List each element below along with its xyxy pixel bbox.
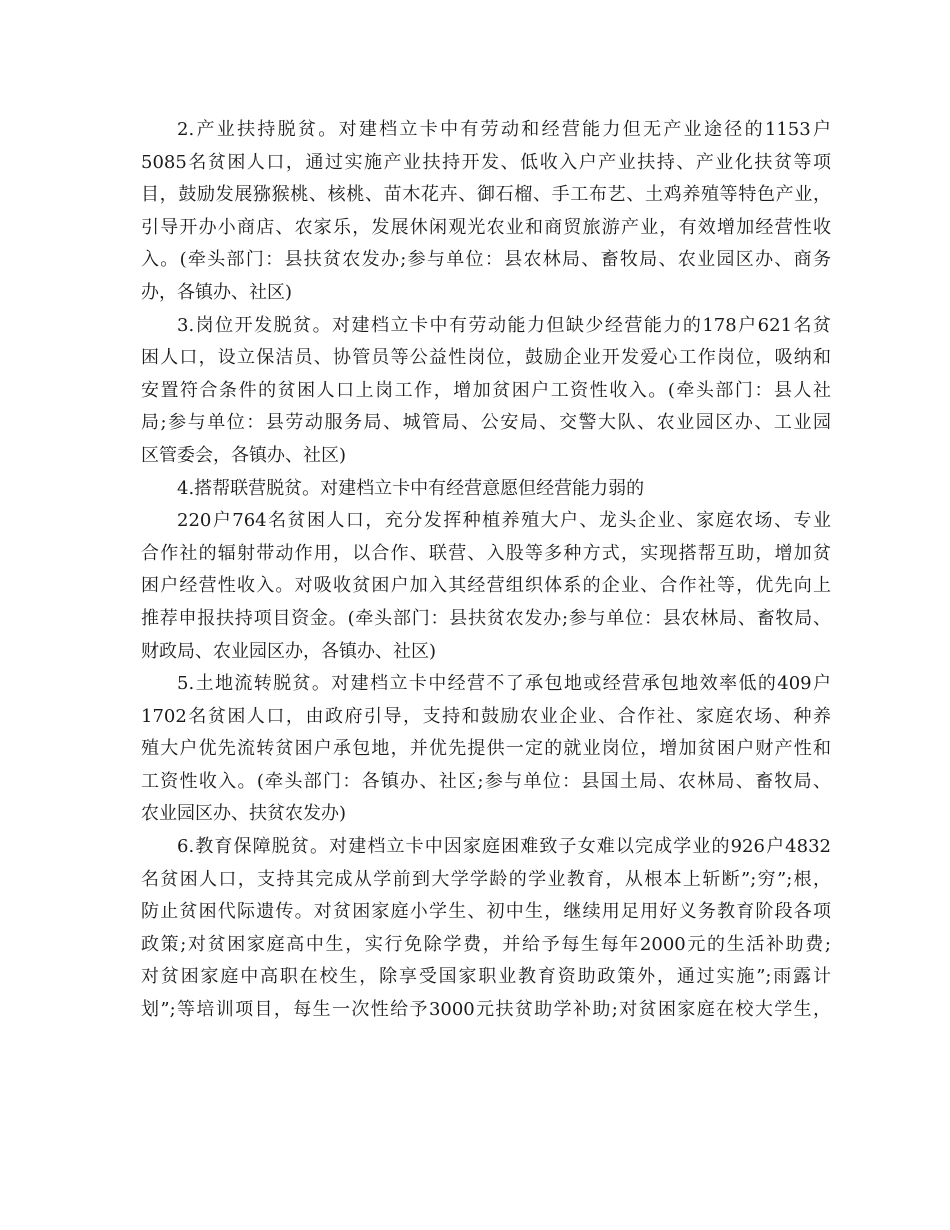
text-line: 对贫困家庭中高职在校生，除享受国家职业教育资助政策外，通过实施”;雨露计 <box>141 966 831 988</box>
text-line: 5085名贫困人口，通过实施产业扶持开发、低收入户产业扶持、产业化扶贫等项 <box>141 151 831 173</box>
text-line: 困人口，设立保洁员、协管员等公益性岗位，鼓励企业开发爱心工作岗位，吸纳和 <box>141 347 831 369</box>
text-line: 农业园区办、扶贫农发办) <box>141 803 347 825</box>
text-line: 4.搭帮联营脱贫。对建档立卡中有经营意愿但经营能力弱的 <box>177 477 645 499</box>
text-line: 局;参与单位：县劳动服务局、城管局、公安局、交警大队、农业园区办、工业园 <box>141 412 831 434</box>
text-line: 划”;等培训项目，每生一次性给予3000元扶贫助学补助;对贫困家庭在校大学生， <box>141 999 831 1021</box>
text-line: 安置符合条件的贫困人口上岗工作，增加贫困户工资性收入。(牵头部门：县人社 <box>141 379 831 401</box>
text-line: 办，各镇办、社区) <box>141 281 293 303</box>
text-line: 目，鼓励发展猕猴桃、核桃、苗木花卉、御石榴、手工布艺、土鸡养殖等特色产业， <box>141 184 831 206</box>
text-line: 6.教育保障脱贫。对建档立卡中因家庭困难致子女难以完成学业的926户4832 <box>177 836 831 858</box>
text-line: 1702名贫困人口，由政府引导，支持和鼓励农业企业、合作社、家庭农场、种养 <box>141 705 831 727</box>
text-line: 引导开办小商店、农家乐，发展休闲观光农业和商贸旅游产业，有效增加经营性收 <box>141 216 831 238</box>
text-line: 殖大户优先流转贫困户承包地，并优先提供一定的就业岗位，增加贫困户财产性和 <box>141 738 831 760</box>
text-line: 2.产业扶持脱贫。对建档立卡中有劳动和经营能力但无产业途径的1153户 <box>177 119 831 140</box>
text-line: 入。(牵头部门：县扶贫农发办;参与单位：县农林局、畜牧局、农业园区办、商务 <box>141 249 831 271</box>
text-line: 5.土地流转脱贫。对建档立卡中经营不了承包地或经营承包地效率低的409户 <box>177 673 831 695</box>
document-body <box>141 114 831 1027</box>
text-line: 名贫困人口，支持其完成从学前到大学学龄的学业教育，从根本上斩断”;穷”;根， <box>141 868 831 890</box>
text-line: 区管委会，各镇办、社区) <box>141 444 347 466</box>
text-line: 工资性收入。(牵头部门：各镇办、社区;参与单位：县国土局、农林局、畜牧局、 <box>141 770 831 792</box>
text-line: 推荐申报扶持项目资金。(牵头部门：县扶贫农发办;参与单位：县农林局、畜牧局、 <box>141 607 831 629</box>
text-line: 政策;对贫困家庭高中生，实行免除学费，并给予每生每年2000元的生活补助费; <box>141 933 831 955</box>
text-line: 220户764名贫困人口，充分发挥种植养殖大户、龙头企业、家庭农场、专业 <box>177 510 831 532</box>
text-line: 合作社的辐射带动作用，以合作、联营、入股等多种方式，实现搭帮互助，增加贫 <box>141 542 831 564</box>
text-line: 财政局、农业园区办，各镇办、社区) <box>141 640 437 662</box>
text-line: 困户经营性收入。对吸收贫困户加入其经营组织体系的企业、合作社等，优先向上 <box>141 575 831 597</box>
text-line: 防止贫困代际遗传。对贫困家庭小学生、初中生，继续用足用好义务教育阶段各项 <box>141 901 831 923</box>
text-line: 3.岗位开发脱贫。对建档立卡中有劳动能力但缺少经营能力的178户621名贫 <box>177 314 831 336</box>
